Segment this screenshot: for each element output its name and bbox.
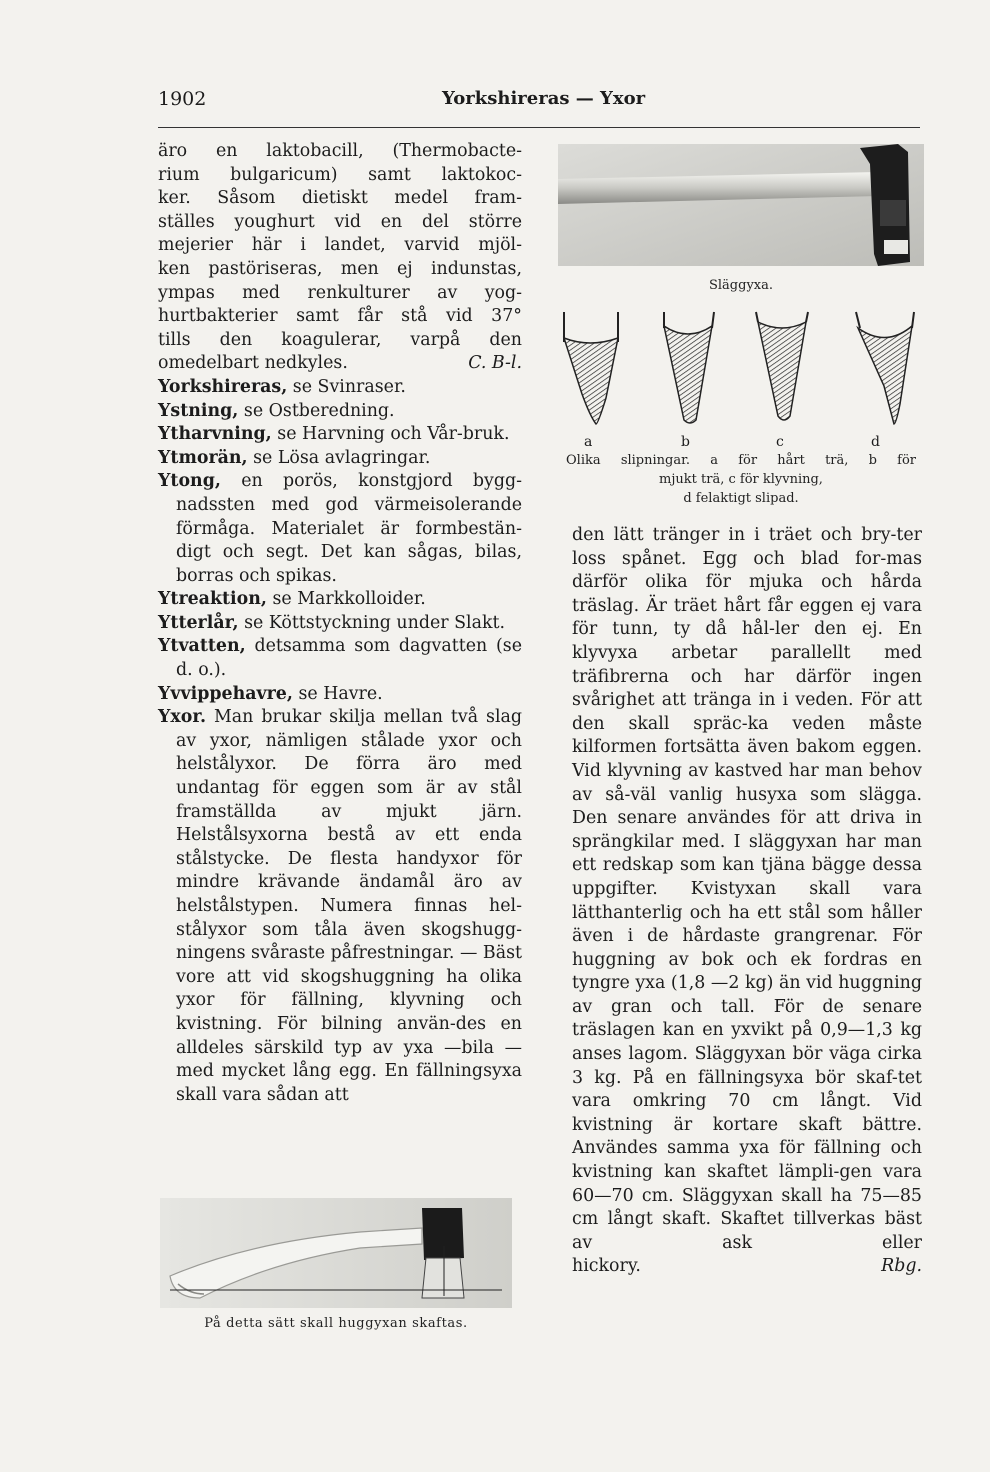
entry-text: se Markkolloider.: [272, 589, 426, 610]
entry-term: Ystning,: [158, 400, 239, 421]
entry-ytharvning: [158, 423, 522, 447]
entry-yorkshireras: [158, 376, 522, 400]
sledge-caption: Släggyxa.: [708, 278, 774, 293]
sledge-axe-illustration: [558, 144, 924, 266]
intro-line: mejerier här i landet, varvid mjöl-: [158, 235, 522, 256]
intro-last-text: omedelbart nedkyles.: [158, 353, 348, 374]
edge-profiles: [560, 308, 920, 430]
entry-text: se Köttstyckning under Slakt.: [244, 612, 505, 633]
entry-text: se Lösa avlagringar.: [253, 447, 431, 468]
intro-line: äro en laktobacill, (Thermobacte-: [158, 141, 522, 161]
entry-term: Ytmorän,: [158, 447, 248, 468]
edge-profile-a: [564, 312, 618, 424]
entry-term: Ytharvning,: [158, 424, 272, 445]
entry-term: Ytong,: [158, 471, 221, 492]
axe-hafting-photo: [160, 1198, 512, 1308]
entry-term: Yxor.: [158, 707, 207, 728]
intro-line: ken pastöriseras, men ej indunstas,: [158, 258, 522, 279]
entry-ytvatten: [158, 635, 522, 682]
author-signature: C. B-l.: [468, 353, 522, 374]
intro-line: hurtbakterier samt får stå vid 37°: [158, 306, 522, 327]
edge-grinding-diagram: [560, 308, 920, 430]
edge-profile-b: [664, 312, 714, 423]
right-column-last-line: [572, 1255, 922, 1279]
entry-ytmoran: [158, 447, 522, 471]
edge-label-b: b: [681, 434, 690, 450]
sledge-axe-photo: [558, 144, 924, 266]
edge-label-d: d: [871, 434, 880, 450]
entry-ytterlar: [158, 612, 522, 636]
entry-ytreaktion: [158, 588, 522, 612]
entry-text: se Havre.: [298, 683, 383, 704]
entry-ystning: [158, 400, 522, 424]
page-header: [158, 88, 920, 118]
left-column: [158, 140, 522, 1107]
right-column: [572, 524, 922, 1279]
edges-caption-line: d felaktigt slipad.: [683, 491, 799, 506]
edge-label-c: c: [776, 434, 784, 450]
entry-text: se Ostberedning.: [243, 400, 395, 421]
page-number: 1902: [158, 88, 207, 110]
entry-term: Ytreaktion,: [158, 589, 267, 610]
entry-term: Ytvatten,: [158, 636, 246, 657]
entry-yvvippehavre: [158, 683, 522, 707]
intro-line: ställes youghurt vid en del större: [158, 211, 522, 232]
author-signature: Rbg.: [881, 1256, 922, 1277]
edge-label-a: a: [584, 434, 593, 450]
hafting-caption: På detta sätt skall huggyxan skaftas.: [204, 1316, 468, 1331]
entry-term: Yvvippehavre,: [158, 683, 293, 704]
edge-profile-c: [756, 312, 808, 420]
axe-hafting-illustration: [160, 1198, 512, 1308]
intro-line: rium bulgaricum) samt laktokoc-: [158, 164, 522, 185]
entry-term: Ytterlår,: [158, 612, 239, 633]
entry-text: se Harvning och Vår-bruk.: [277, 424, 510, 445]
edge-profile-d: [856, 312, 914, 424]
entry-text: detsamma som dagvatten (se d. o.).: [176, 636, 522, 681]
intro-line: ympas med renkulturer av yog-: [158, 282, 522, 303]
intro-line: ker. Såsom dietiskt medel fram-: [158, 188, 522, 209]
right-column-text: den lätt tränger in i träet och bry-ter loss spånet. Egg och blad for-mas därför olika för mjuka och hårda träslag. Är träet hårt får eggen ej vara för tunn, ty då hål-ler den ej. En klyvyxa arbetar parallellt med träfibrerna och har därför ingen svårighet att tränga in i veden. För att den skall spräc-ka veden måste kilformen fortsätta även bakom eggen. Vid klyvning av kastved har man behov av så-väl vanlig husyxa som slägga. Den senare användes för att driva in sprängkilar med. I släggyxan har man ett redskap som kan tjäna bägge dessa uppgifter. Kvistyxan skall vara lätthanterlig och ha ett stål som håller även i de hårdaste grangrenar. För huggning av bok och ek fordras en tyngre yxa (1,8 —2 kg) än vid huggning av gran och tall. För de senare träslagen kan en yxvikt på 0,9—1,3 kg anses lagom. Släggyxan bör väga cirka 3 kg. På en fällningsyxa bör skaf-tet vara omkring 70 cm långt. Vid kvistning är kortare skaft bättre. Användes samma yxa för fällning och kvistning kan skaftet lämpli-gen vara 60—70 cm. Släggyxan skall ha 75—85 cm långt skaft. Skaftet tillverkas bäst av ask eller: [572, 525, 922, 1253]
edges-caption-line: mjukt trä, c för klyvning,: [659, 472, 823, 487]
running-title: Yorkshireras — Yxor: [442, 88, 646, 109]
entry-yxor: [158, 706, 522, 1107]
edges-caption: [566, 451, 916, 508]
entry-text: Man brukar skilja mellan två slag av yxor, nämligen stålade yxor och helstålyxor. De förra äro med undantag för eggen som är av stål framställda av mjukt järn. Helstålsyxorna bestå av ett enda stålstycke. De flesta handyxor för mindre krävande ändamål äro av helstålstypen. Numera finnas hel-stålyxor som tåla även skogshugg-ningens svåraste påfrestningar. — Bäst vore att vid skogshuggning ha olika yxor för fällning, klyvning och kvistning. För bilning använ-des en alldeles särskild typ av yxa —bila — med mycket lång egg. En fällningsyxa skall vara sådan att: [176, 707, 523, 1105]
edges-caption-line: Olika slipningar. a för hårt trä, b för: [566, 453, 916, 468]
intro-line: tills den koagulerar, varpå den: [158, 329, 522, 350]
header-rule: [158, 127, 920, 128]
entry-ytong: [158, 470, 522, 588]
intro-last-line: [158, 352, 522, 376]
entry-text: en porös, konstgjord bygg-nadssten med god värmeisolerande förmåga. Materialet är formbestän-digt och segt. Det kan sågas, bilas, borras och spikas.: [176, 471, 522, 586]
entry-term: Yorkshireras,: [158, 376, 288, 397]
entry-text: se Svinraser.: [292, 376, 406, 397]
right-column-last-text: hickory.: [572, 1256, 641, 1277]
